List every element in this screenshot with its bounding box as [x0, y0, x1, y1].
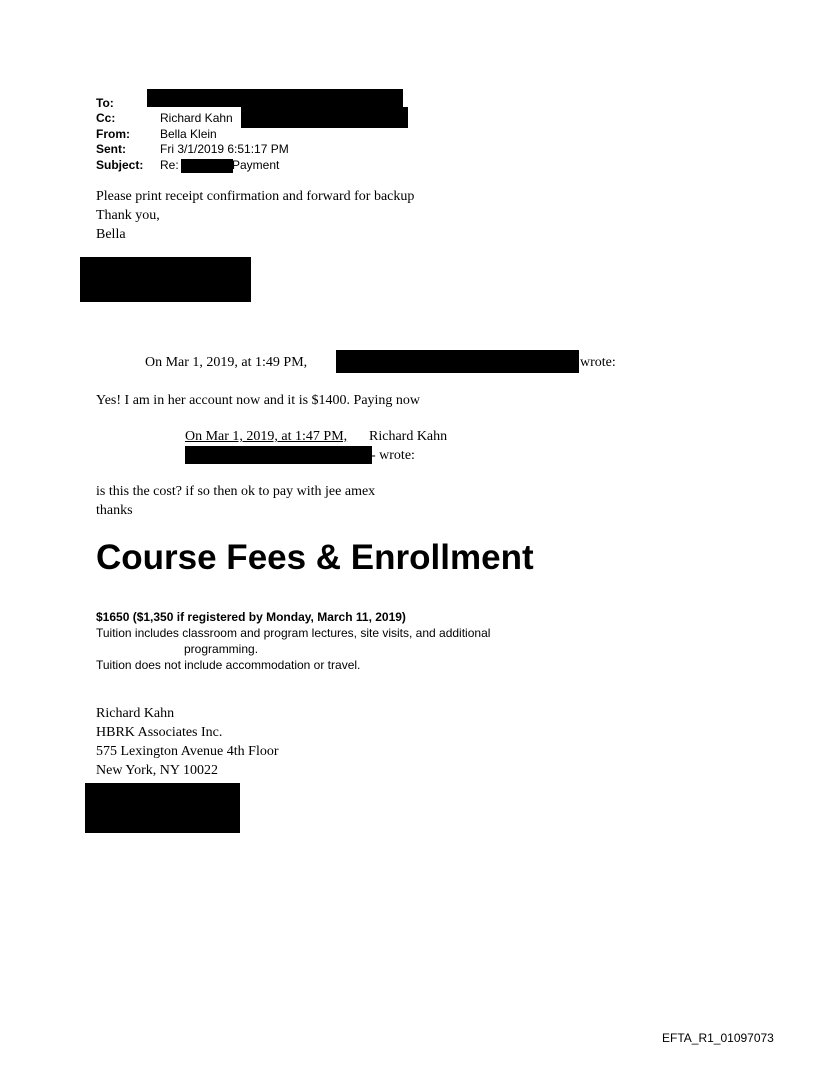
- quote2-email-redaction: [185, 446, 372, 464]
- signature-line: Richard Kahn: [96, 706, 175, 721]
- quote2-name: Richard Kahn: [369, 429, 448, 444]
- cc-value: Richard Kahn: [160, 111, 233, 125]
- from-label: From:: [96, 127, 130, 141]
- signature-line: New York, NY 10022: [96, 763, 218, 778]
- quote2-wrote: - wrote:: [371, 448, 415, 463]
- contact-redaction: [85, 783, 240, 833]
- from-value: Bella Klein: [160, 127, 217, 141]
- message-line: Bella: [96, 227, 126, 242]
- signature-line: 575 Lexington Avenue 4th Floor: [96, 744, 279, 759]
- message-line: Please print receipt confirmation and forward for backup: [96, 189, 415, 204]
- quote2-body-line: is this the cost? if so then ok to pay with jee amex: [96, 484, 376, 499]
- price-line: $1650 ($1,350 if registered by Monday, March 11, 2019): [96, 610, 406, 624]
- message-line: Thank you,: [96, 208, 160, 223]
- to-label: To:: [96, 96, 114, 110]
- course-title: Course Fees & Enrollment: [96, 538, 534, 577]
- document-id: EFTA_R1_01097073: [662, 1031, 774, 1045]
- quote1-intro: On Mar 1, 2019, at 1:49 PM,: [145, 355, 308, 370]
- sent-label: Sent:: [96, 142, 126, 156]
- quote2-intro: On Mar 1, 2019, at 1:47 PM,: [185, 429, 348, 444]
- tuition-includes: Tuition includes classroom and program lectures, site visits, and additional: [96, 626, 491, 640]
- signature-line: HBRK Associates Inc.: [96, 725, 223, 740]
- tuition-includes-cont: programming.: [184, 642, 259, 656]
- to-redaction: [147, 89, 403, 107]
- subject-prefix: Re:: [160, 158, 179, 172]
- cc-redaction: [241, 107, 408, 128]
- tuition-excludes: Tuition does not include accommodation or travel.: [96, 658, 361, 672]
- quote2-body-line: thanks: [96, 503, 133, 518]
- sent-value: Fri 3/1/2019 6:51:17 PM: [160, 142, 289, 156]
- quote1-sender-redaction: [336, 350, 579, 373]
- subject-label: Subject:: [96, 158, 144, 172]
- cc-label: Cc:: [96, 111, 116, 125]
- signature-redaction: [80, 257, 251, 302]
- quote1-body: Yes! I am in her account now and it is $1400. Paying now: [96, 393, 421, 408]
- subject-suffix: Payment: [232, 158, 280, 172]
- subject-redaction: [181, 159, 233, 173]
- quote1-wrote: wrote:: [580, 355, 616, 370]
